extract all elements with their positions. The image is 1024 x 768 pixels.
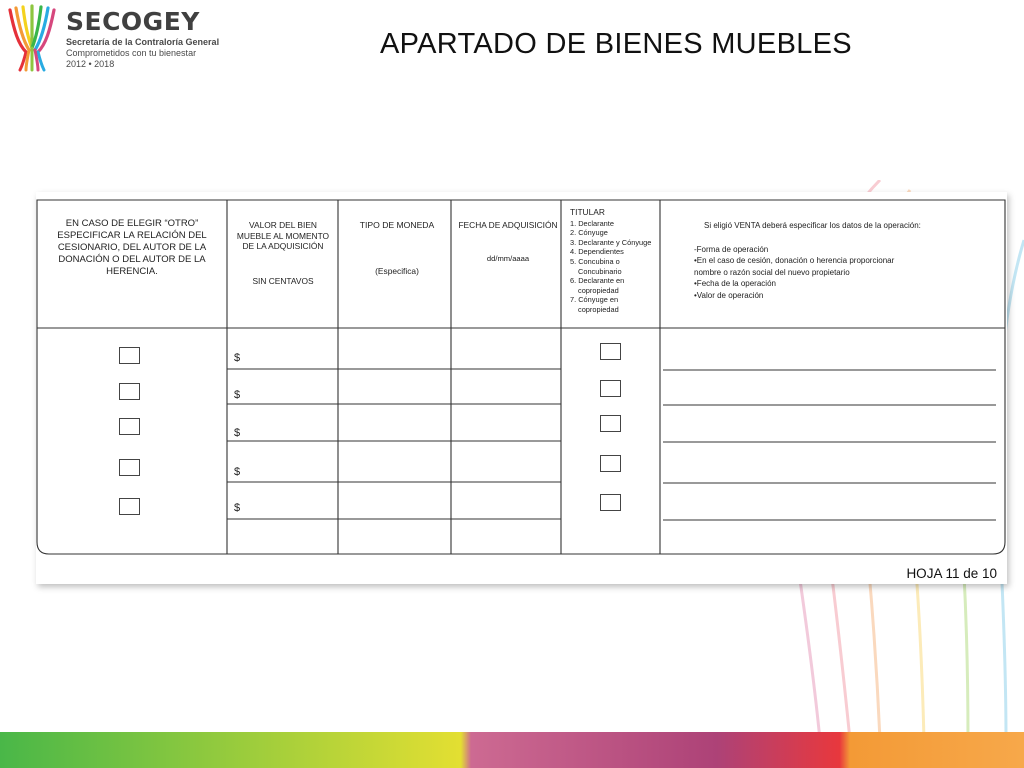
currency-symbol: $	[234, 427, 241, 439]
header-tipo-moneda: TIPO DE MONEDA	[359, 220, 435, 230]
operacion-item: •Valor de operación	[694, 290, 764, 300]
bottom-color-stripe	[0, 732, 1024, 768]
secogey-logo	[4, 4, 224, 74]
header-tipo-moneda-note: (Especifica)	[375, 266, 419, 276]
header-valor-note: SIN CENTAVOS	[252, 276, 314, 286]
otro-checkbox-5[interactable]	[119, 498, 140, 515]
logo-emblem-icon	[4, 4, 60, 72]
titular-option: 6. Declarante en	[570, 276, 625, 286]
slide-title: APARTADO DE BIENES MUEBLES	[380, 28, 852, 60]
operacion-item: -Forma de operación	[694, 244, 769, 254]
titular-option: 7. Cónyuge en	[570, 295, 619, 305]
otro-checkbox-3[interactable]	[119, 418, 140, 435]
titular-checkbox-2[interactable]	[600, 380, 621, 397]
operacion-item: •Fecha de la operación	[694, 279, 776, 288]
titular-checkbox-3[interactable]	[600, 415, 621, 432]
currency-symbol: $	[234, 352, 241, 364]
header-otro-relacion: EN CASO DE ELEGIR “OTRO” ESPECIFICAR LA RELACIÓN DEL CESIONARIO, DEL AUTOR DE LA DONACIÓN O DEL AUTOR DE LA HERENCIA.	[57, 218, 207, 277]
header-fecha-adquisicion: FECHA DE ADQUISICIÓN	[458, 220, 558, 230]
logo-subtitle-1: Secretaría de la Contraloría General	[66, 37, 220, 47]
titular-option: 1. Declarante	[570, 218, 614, 228]
titular-option-cont: copropiedad	[578, 304, 619, 314]
titular-option: 4. Dependientes	[570, 247, 624, 257]
page-number-label: HOJA 11 de 10	[906, 566, 997, 581]
currency-symbol: $	[234, 466, 241, 478]
titular-option: 2. Cónyuge	[570, 228, 608, 238]
logo-brand-name: SECOGEY	[66, 7, 200, 36]
logo-subtitle-2: Comprometidos con tu bienestar	[66, 48, 197, 58]
otro-checkbox-4[interactable]	[119, 459, 140, 476]
titular-checkbox-1[interactable]	[600, 343, 621, 360]
bienes-muebles-form	[36, 192, 1007, 584]
header-datos-operacion	[694, 220, 994, 301]
header-fecha-format: dd/mm/aaaa	[486, 254, 530, 263]
currency-symbol: $	[234, 389, 241, 401]
currency-symbol: $	[234, 502, 241, 514]
otro-checkbox-2[interactable]	[119, 383, 140, 400]
titular-option: 3. Declarante y Cónyuge	[570, 237, 652, 247]
header-titular	[570, 208, 670, 315]
operacion-intro: Si eligió VENTA deberá especificar los datos de la operación:	[704, 221, 921, 230]
logo-subtitle-3: 2012 • 2018	[66, 59, 115, 69]
titular-checkbox-5[interactable]	[600, 494, 621, 511]
titular-option-cont: Concubinario	[578, 266, 622, 276]
titular-option: 5. Concubina o	[570, 256, 620, 266]
titular-title: TITULAR	[570, 207, 605, 217]
otro-checkbox-1[interactable]	[119, 347, 140, 364]
titular-checkbox-4[interactable]	[600, 455, 621, 472]
operacion-item: •En el caso de cesión, donación o herencia proporcionar	[694, 256, 895, 265]
header-valor-bien: VALOR DEL BIEN MUEBLE AL MOMENTO DE LA ADQUISICIÓN	[236, 220, 330, 251]
operacion-item: nombre o razón social del nuevo propietario	[694, 267, 850, 277]
titular-option-cont: copropiedad	[578, 285, 619, 295]
